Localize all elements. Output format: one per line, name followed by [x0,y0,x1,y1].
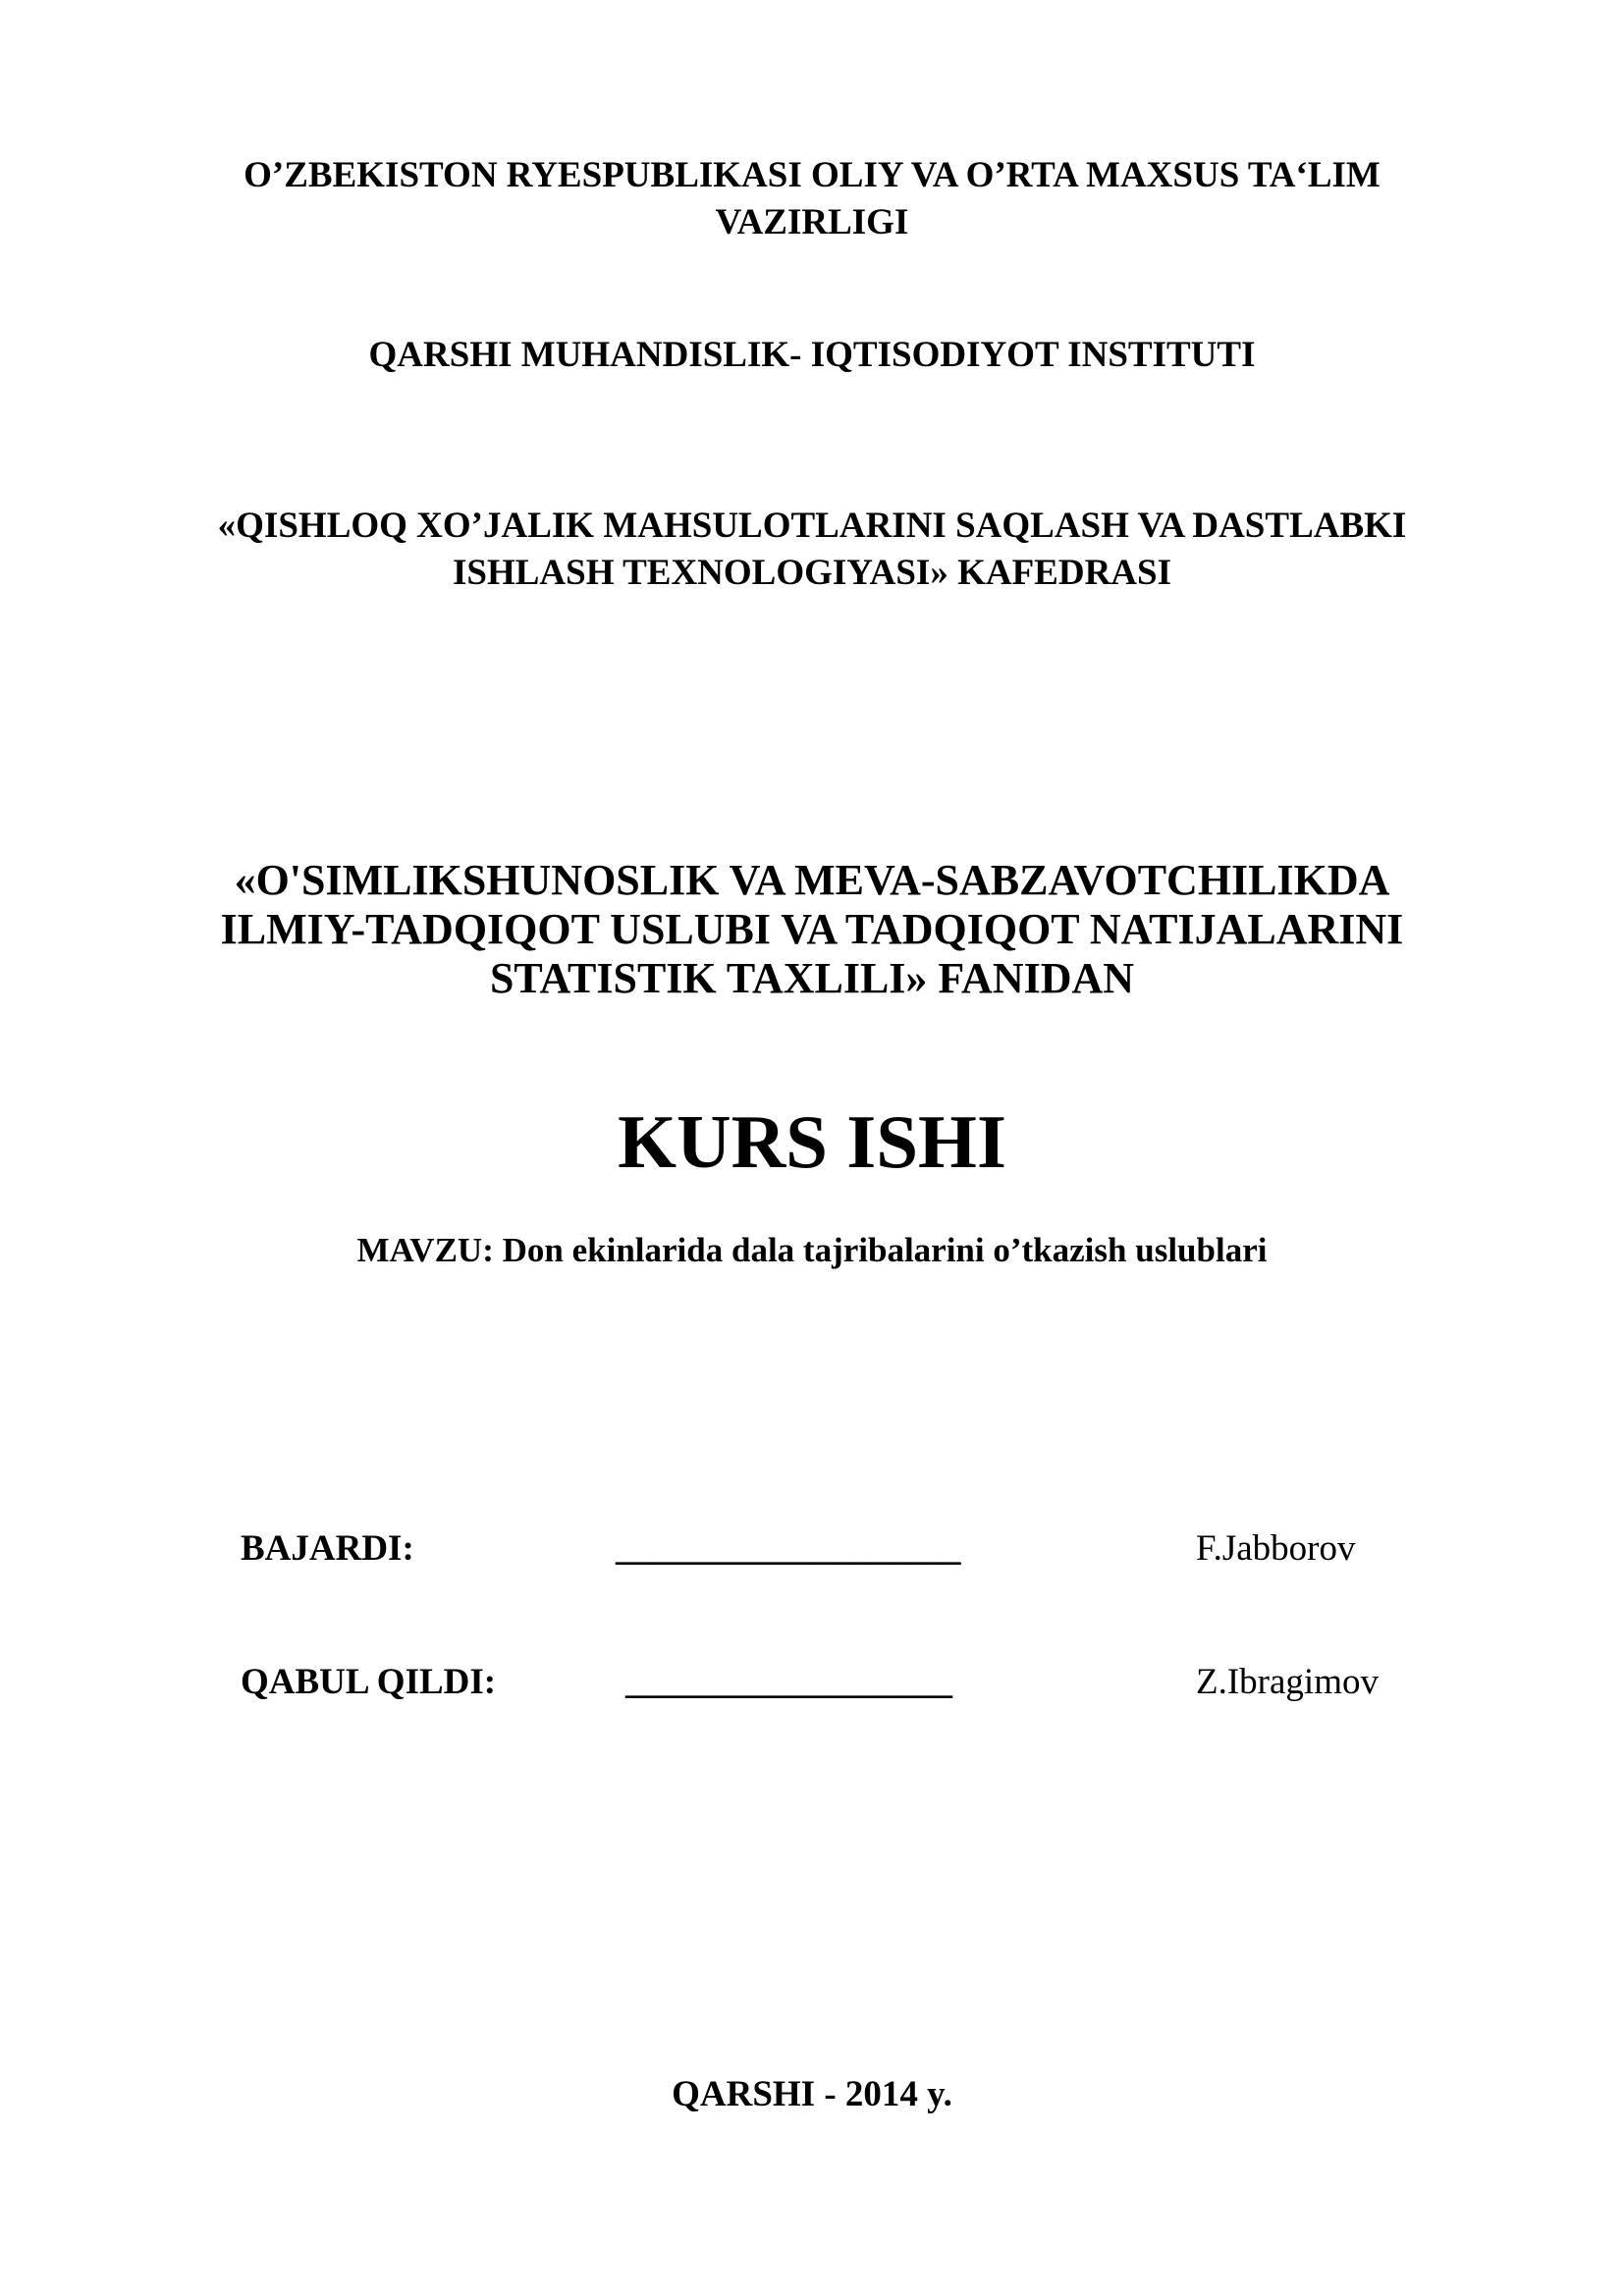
city-year: QARSHI - 2014 y. [672,2074,952,2114]
signature-row-performed [0,1527,1624,1586]
subject-line-3: STATISTIK TAXLILI» FANIDAN [489,954,1135,1002]
institute-heading [0,332,1624,379]
accepted-by-name: Z.Ibragimov [1196,1662,1379,1702]
subject-line-1: «O'SIMLIKSHUNOSLIK VA MEVA-SABZAVOTCHILIKDA [234,856,1390,904]
city-year-footer [0,2071,1624,2118]
topic-line [0,1229,1624,1272]
topic-text: MAVZU: Don ekinlarida dala tajribalarini o’tkazish uslublari [356,1231,1268,1269]
department-line-2: ISHLASH TEXNOLOGIYASI» KAFEDRASI [453,553,1171,593]
subject-heading [0,856,1624,1003]
subject-line-2: ILMIY-TADQIQOT USLUBI VA TADQIQOT NATIJALARINI [220,905,1404,953]
department-heading [0,503,1624,597]
ministry-line-1: O’ZBEKISTON RYESPUBLIKASI OLIY VA O’RTA MAXSUS TA‘LIM [244,155,1380,195]
ministry-heading [0,152,1624,246]
performed-by-label: BAJARDI: [241,1528,414,1569]
accepted-by-label: QABUL QILDI: [241,1662,497,1702]
performed-by-name: F.Jabborov [1196,1528,1356,1569]
document-type: KURS ISHI [618,1099,1006,1184]
accepted-by-signature-line: __________________ [625,1662,952,1702]
document-title [0,1097,1624,1186]
performed-by-signature-line: ___________________ [616,1528,961,1569]
signature-row-accepted [0,1661,1624,1720]
ministry-line-2: VAZIRLIGI [715,202,909,242]
department-line-1: «QISHLOQ XO’JALIK MAHSULOTLARINI SAQLASH VA DASTLABKI [217,506,1407,546]
institute-name: QARSHI MUHANDISLIK- IQTISODIYOT INSTITUTI [368,335,1256,375]
